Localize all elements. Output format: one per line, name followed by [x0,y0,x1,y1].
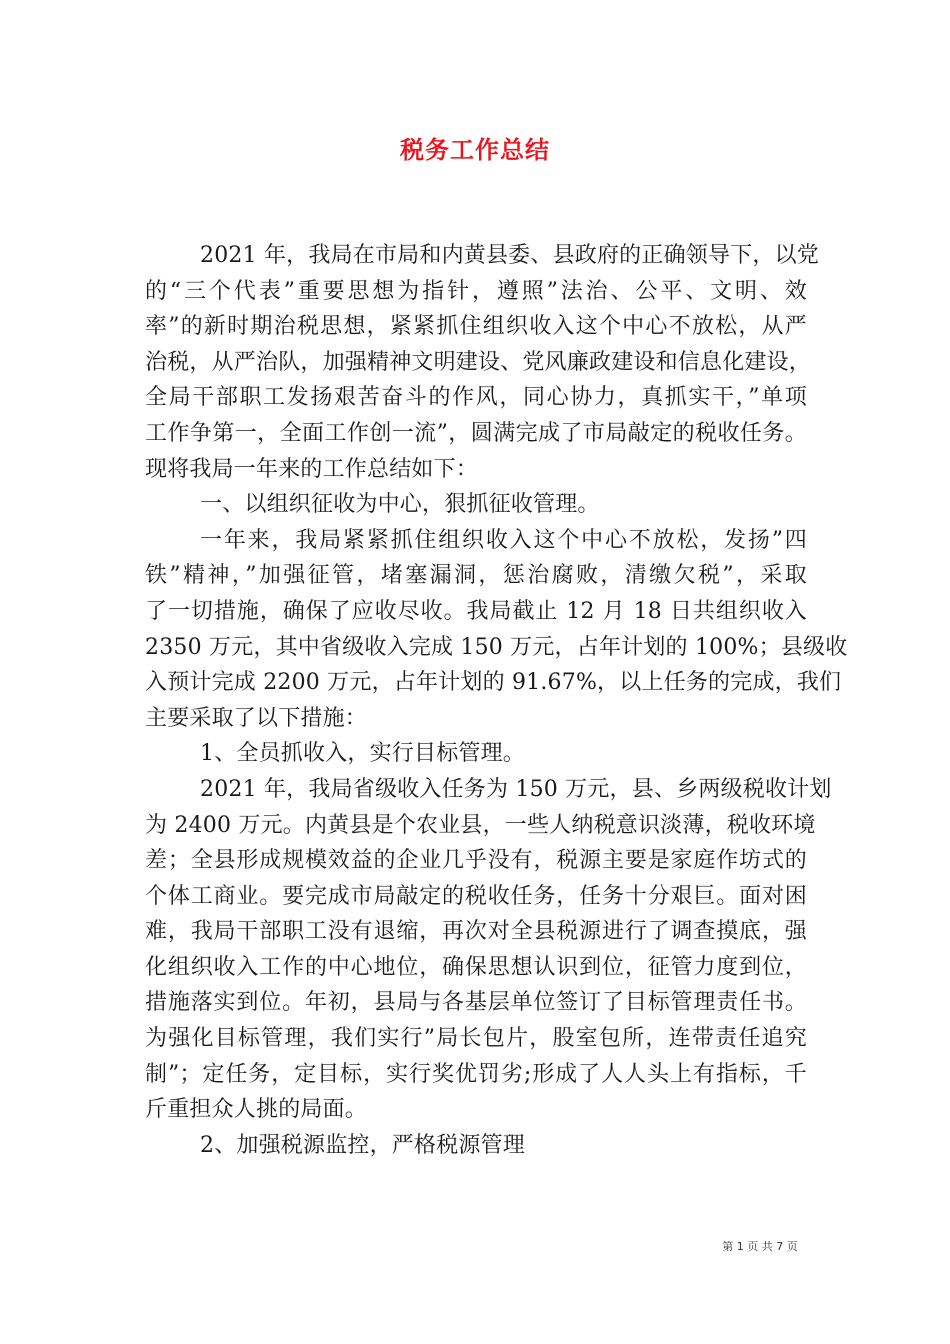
paragraph-line: 2021 年，我局在市局和内黄县委、县政府的正确领导下，以党 [200,243,819,268]
paragraph-line: 措施落实到位。年初，县局与各基层单位签订了目标管理责任书。 [145,990,807,1016]
paragraph-line: 的“三个代表”重要思想为指针，遵照”法治、公平、文明、效 [145,278,807,304]
page-number: 第 1 页 共 7 页 [722,1240,798,1253]
paragraph-line: 化组织收入工作的中心地位，确保思想认识到位，征管力度到位， [145,954,807,980]
paragraph-line: 治税，从严治队，加强精神文明建设、党风廉政建设和信息化建设， [145,349,812,375]
paragraph-line: 工作争第一，全面工作创一流”，圆满完成了市局敲定的税收任务。 [145,420,807,446]
paragraph-line: 2350 万元，其中省级收入完成 150 万元，占年计划的 100%；县级收 [145,634,848,660]
subsection-heading: 2、加强税源监控，严格税源管理 [200,1132,525,1158]
paragraph-line: 了一切措施，确保了应收尽收。我局截止 12 月 18 日共组织收入 [145,598,807,624]
paragraph-line: 主要采取了以下措施： [145,705,368,731]
paragraph-line: 全局干部职工发扬艰苦奋斗的作风，同心协力，真抓实干，”单项 [145,385,807,411]
paragraph-line: 现将我局一年来的工作总结如下： [145,456,479,482]
paragraph-line: 斤重担众人挑的局面。 [145,1097,368,1123]
section-heading: 一、以组织征收为中心，狠抓征收管理。 [200,492,600,518]
document-title: 税务工作总结 [400,136,550,164]
paragraph-line: 率”的新时期治税思想，紧紧抓住组织收入这个中心不放松，从严 [145,314,807,340]
paragraph-line: 一年来，我局紧紧抓住组织收入这个中心不放松，发扬”四 [200,527,807,553]
subsection-heading: 1、全员抓收入，实行目标管理。 [200,741,525,767]
paragraph-line: 入预计完成 2200 万元，占年计划的 91.67%，以上任务的完成，我们 [145,670,842,696]
paragraph-line: 难，我局干部职工没有退缩，再次对全县税源进行了调查摸底，强 [145,919,807,945]
document-body [145,238,848,1163]
paragraph-line: 2021 年，我局省级收入任务为 150 万元，县、乡两级税收计划 [200,776,832,802]
paragraph-line: 个体工商业。要完成市局敲定的税收任务，任务十分艰巨。面对困 [145,883,807,909]
paragraph-line: 为 2400 万元。内黄县是个农业县，一些人纳税意识淡薄，税收环境 [145,812,816,838]
paragraph-line: 差；全县形成规模效益的企业几乎没有，税源主要是家庭作坊式的 [145,848,807,874]
paragraph-line: 铁”精神，”加强征管，堵塞漏洞，惩治腐败，清缴欠税”，采取 [145,563,807,589]
paragraph-line: 为强化目标管理，我们实行”局长包片，股室包所，连带责任追究 [145,1026,807,1052]
paragraph-line: 制”；定任务，定目标，实行奖优罚劣;形成了人人头上有指标，千 [145,1061,807,1087]
